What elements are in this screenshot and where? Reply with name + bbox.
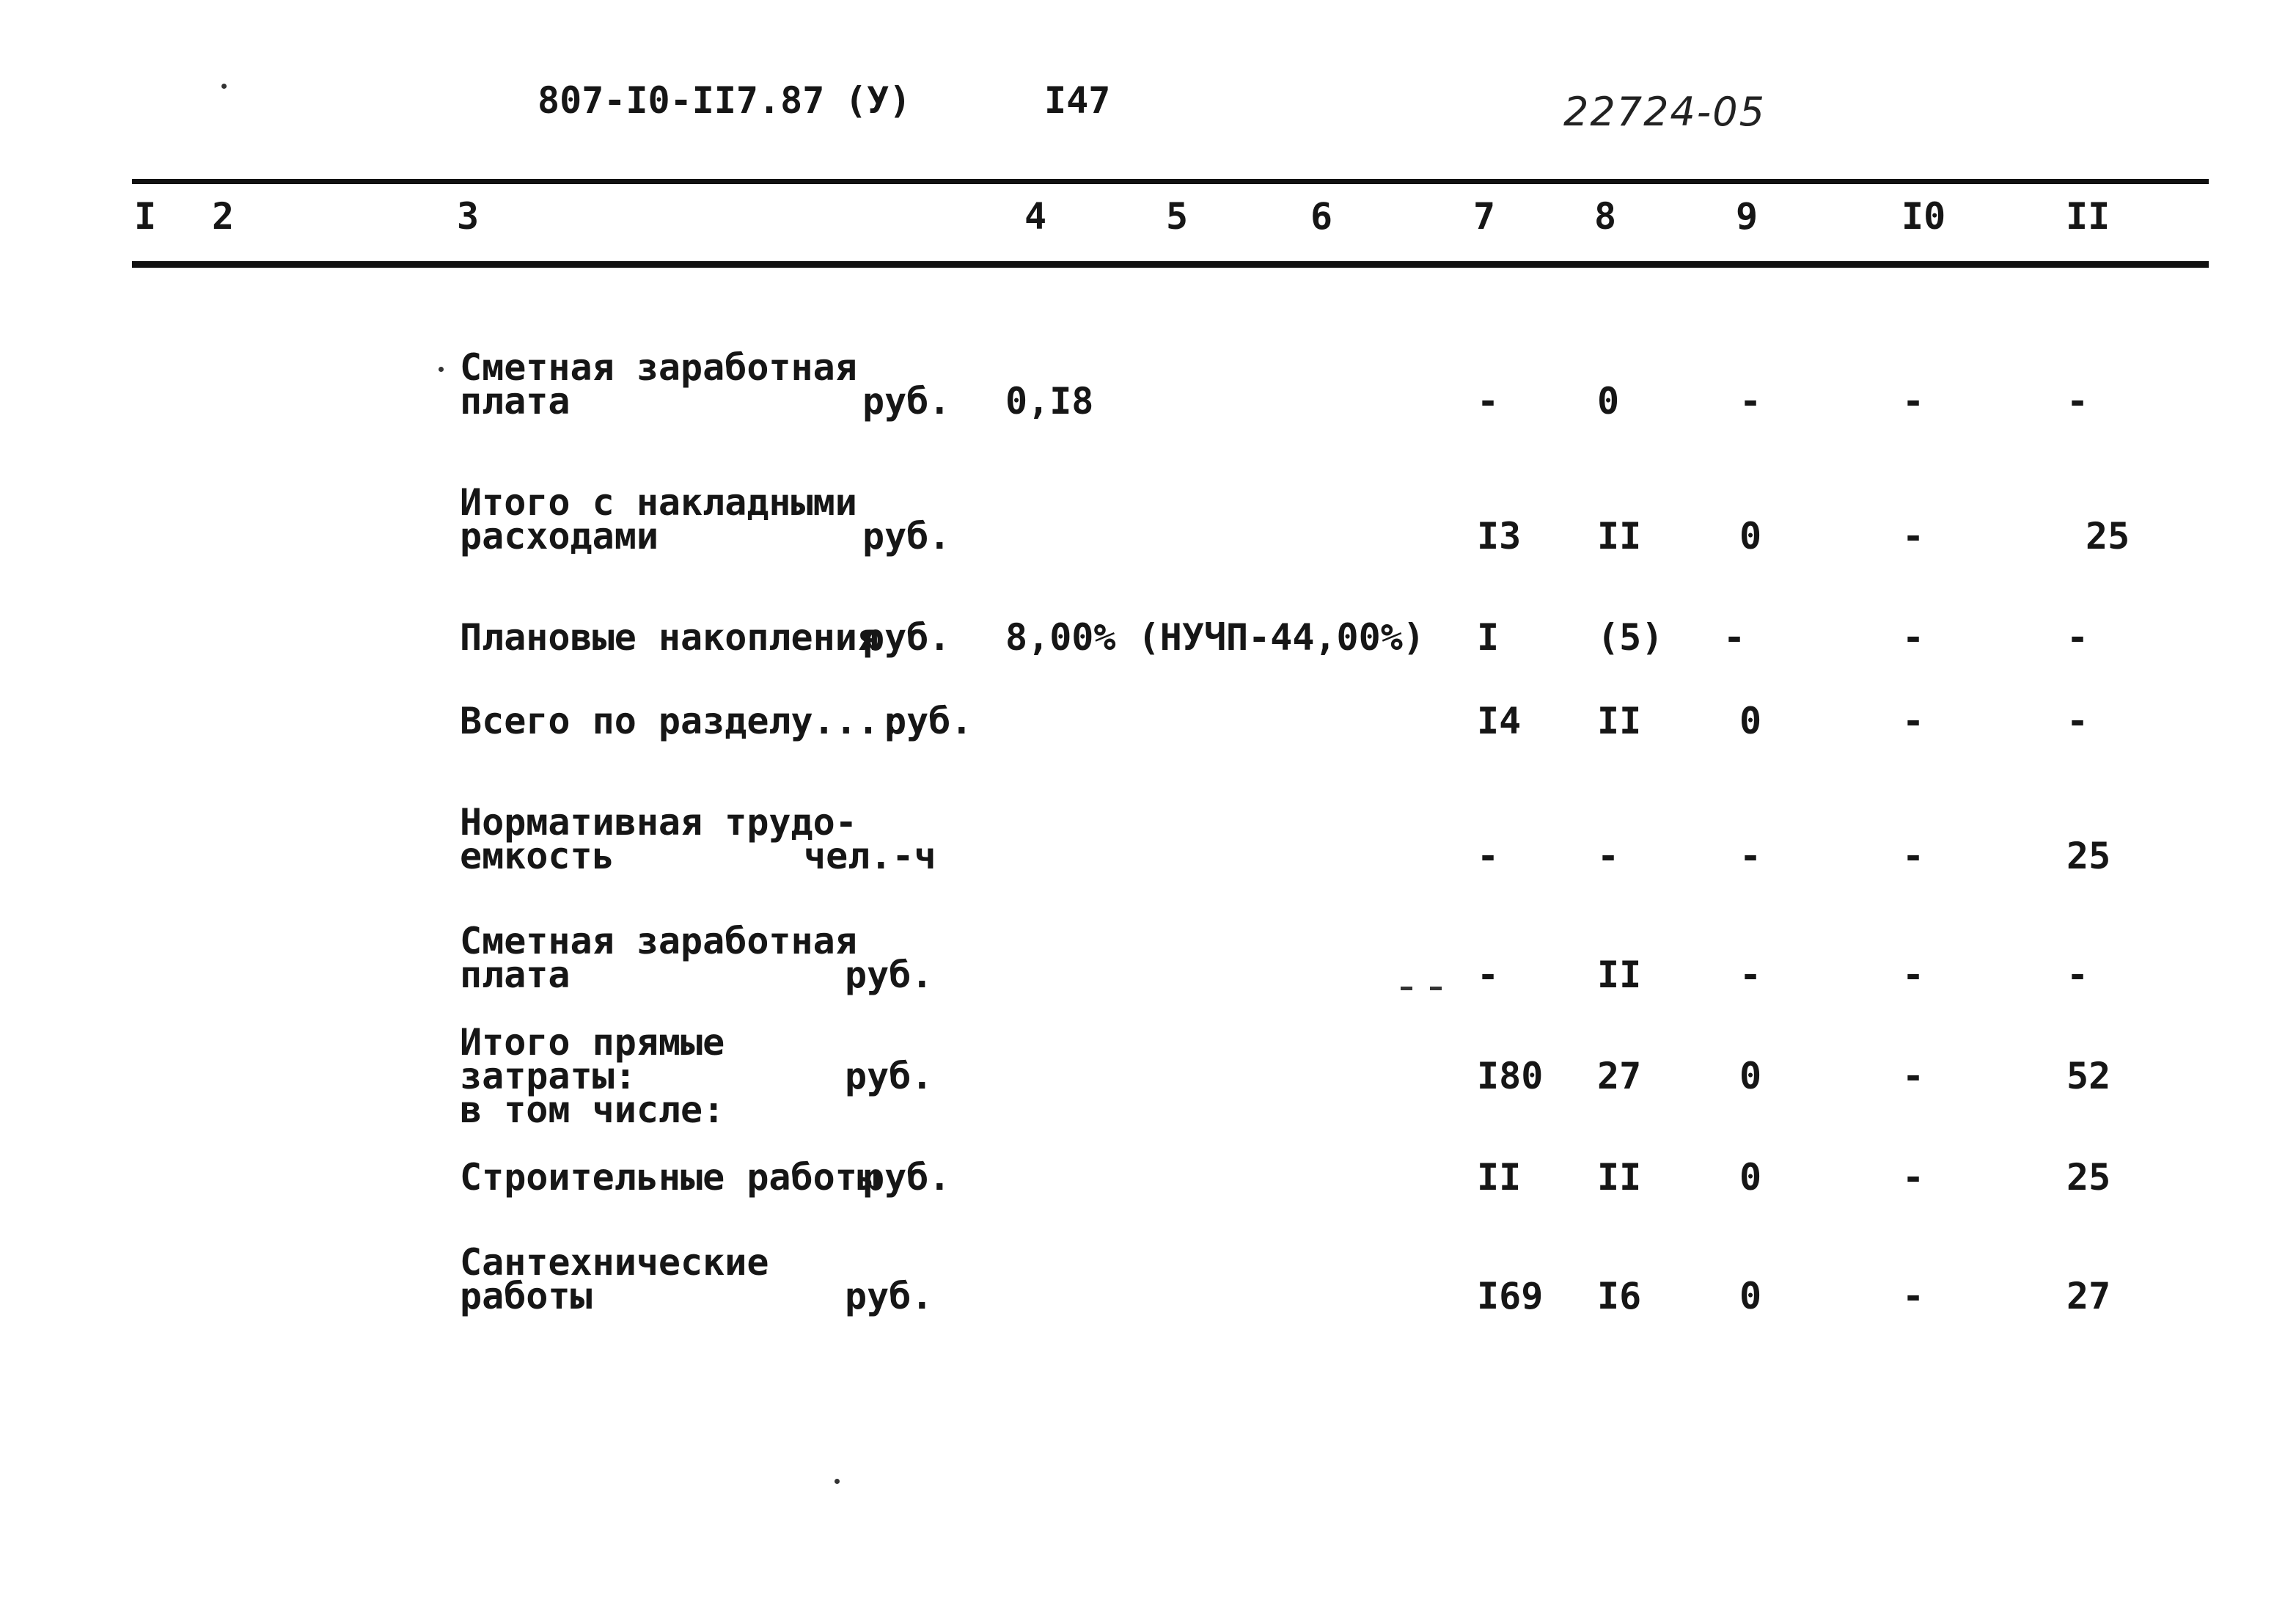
cell-col-10: - xyxy=(1902,700,1925,742)
column-header-4: 4 xyxy=(1024,195,1047,238)
row-label-line: емкость xyxy=(460,835,615,877)
cell-col-7: I3 xyxy=(1477,515,1522,557)
cell-col-10: - xyxy=(1902,380,1925,423)
cell-col-9: 0 xyxy=(1739,700,1762,742)
sheet-code: 22724-05 xyxy=(1563,89,1766,135)
row-unit: руб. xyxy=(845,1275,934,1317)
column-header-11: II xyxy=(2066,195,2110,238)
row-unit: чел.-ч xyxy=(804,835,936,877)
cell-col-8: - xyxy=(1597,835,1620,877)
document-variant: (У) xyxy=(845,79,912,122)
row-label-line: Плановые накопления xyxy=(460,616,879,659)
cell-col-11: 25 xyxy=(2066,835,2111,877)
cell-col-8: (5) xyxy=(1597,616,1664,659)
stray-mark xyxy=(221,84,227,89)
cell-col-10: - xyxy=(1902,1055,1925,1097)
cell-col-8: 0 xyxy=(1597,380,1620,423)
row-unit: руб. xyxy=(845,1055,934,1097)
row-label-line: Итого с накладными xyxy=(460,481,857,524)
cell-col-11: - xyxy=(2066,700,2089,742)
cell-col-10: - xyxy=(1902,954,1925,996)
cell-col-11: - xyxy=(2066,616,2089,659)
cell-col-9: - xyxy=(1739,835,1762,877)
cell-col-7: I xyxy=(1477,616,1500,659)
cell-col-10: - xyxy=(1902,616,1925,659)
cell-col-8: I6 xyxy=(1597,1275,1642,1317)
cell-col-8: II xyxy=(1597,515,1642,557)
bullet-mark xyxy=(439,367,444,372)
leader-mark xyxy=(1430,987,1442,990)
table-header-bottom-rule xyxy=(132,261,2209,268)
cell-col-8: II xyxy=(1597,954,1642,996)
column-header-9: 9 xyxy=(1736,195,1758,238)
cell-col-8: II xyxy=(1597,1156,1642,1199)
column-header-6: 6 xyxy=(1310,195,1333,238)
cell-col-10: - xyxy=(1902,515,1925,557)
cell-col-9: - xyxy=(1739,954,1762,996)
row-unit: руб. xyxy=(862,515,951,557)
cell-col-7: I4 xyxy=(1477,700,1522,742)
row-label-line: затраты: xyxy=(460,1055,637,1097)
leader-mark xyxy=(1401,987,1412,990)
cell-col-7: I69 xyxy=(1477,1275,1544,1317)
row-label-line: Всего по разделу...: xyxy=(460,700,902,742)
cell-col-9: 0 xyxy=(1739,1275,1762,1317)
cell-col-7: II xyxy=(1477,1156,1522,1199)
column-header-8: 8 xyxy=(1594,195,1617,238)
row-label-line: расходами xyxy=(460,515,659,557)
row-unit: руб. xyxy=(845,954,934,996)
cell-col-9: 0 xyxy=(1739,1156,1762,1199)
row-label-line: Сантехнические xyxy=(460,1241,769,1284)
cell-col-8: 27 xyxy=(1597,1055,1642,1097)
cell-col-11: - xyxy=(2066,380,2089,423)
cell-col-10: - xyxy=(1902,835,1925,877)
cell-col-11: - xyxy=(2066,954,2089,996)
row-label-line: Строительные работы xyxy=(460,1156,879,1199)
row-rate: 8,00% (НУЧП-44,00%) xyxy=(1005,616,1425,659)
row-label-line: работы xyxy=(460,1275,593,1317)
document-code: 807-I0-II7.87 xyxy=(538,79,825,122)
cell-col-8: II xyxy=(1597,700,1642,742)
cell-col-9: - xyxy=(1739,380,1762,423)
row-unit: руб. xyxy=(862,616,951,659)
row-label-line: в том числе: xyxy=(460,1089,725,1131)
column-header-1: I xyxy=(134,195,157,238)
cell-col-11: 25 xyxy=(2066,1156,2111,1199)
row-label-line: плата xyxy=(460,380,571,423)
column-header-2: 2 xyxy=(212,195,235,238)
cell-col-7: - xyxy=(1477,954,1500,996)
cell-col-10: - xyxy=(1902,1156,1925,1199)
row-label-line: Итого прямые xyxy=(460,1021,725,1064)
cell-col-10: - xyxy=(1902,1275,1925,1317)
column-header-3: 3 xyxy=(457,195,480,238)
cell-col-11: 27 xyxy=(2066,1275,2111,1317)
stray-mark xyxy=(835,1479,840,1484)
cell-col-9: 0 xyxy=(1739,515,1762,557)
row-label-line: Нормативная трудо- xyxy=(460,801,857,844)
cell-col-7: - xyxy=(1477,835,1500,877)
cell-col-7: - xyxy=(1477,380,1500,423)
page-number: I47 xyxy=(1044,79,1111,122)
column-header-7: 7 xyxy=(1473,195,1496,238)
column-header-5: 5 xyxy=(1166,195,1189,238)
column-header-10: I0 xyxy=(1901,195,1946,238)
row-unit: руб. xyxy=(862,380,951,423)
table-header-top-rule xyxy=(132,179,2209,184)
cell-col-11: 25 xyxy=(2086,515,2130,557)
cell-col-7: I80 xyxy=(1477,1055,1544,1097)
row-label-line: Сметная заработная xyxy=(460,346,857,389)
row-label-line: Сметная заработная xyxy=(460,920,857,962)
row-label-line: плата xyxy=(460,954,571,996)
row-rate: 0,I8 xyxy=(1005,380,1094,423)
row-unit: руб. xyxy=(862,1156,951,1199)
cell-col-9: 0 xyxy=(1739,1055,1762,1097)
cell-col-9: - xyxy=(1723,616,1746,659)
row-unit: руб. xyxy=(884,700,973,742)
cell-col-11: 52 xyxy=(2066,1055,2111,1097)
